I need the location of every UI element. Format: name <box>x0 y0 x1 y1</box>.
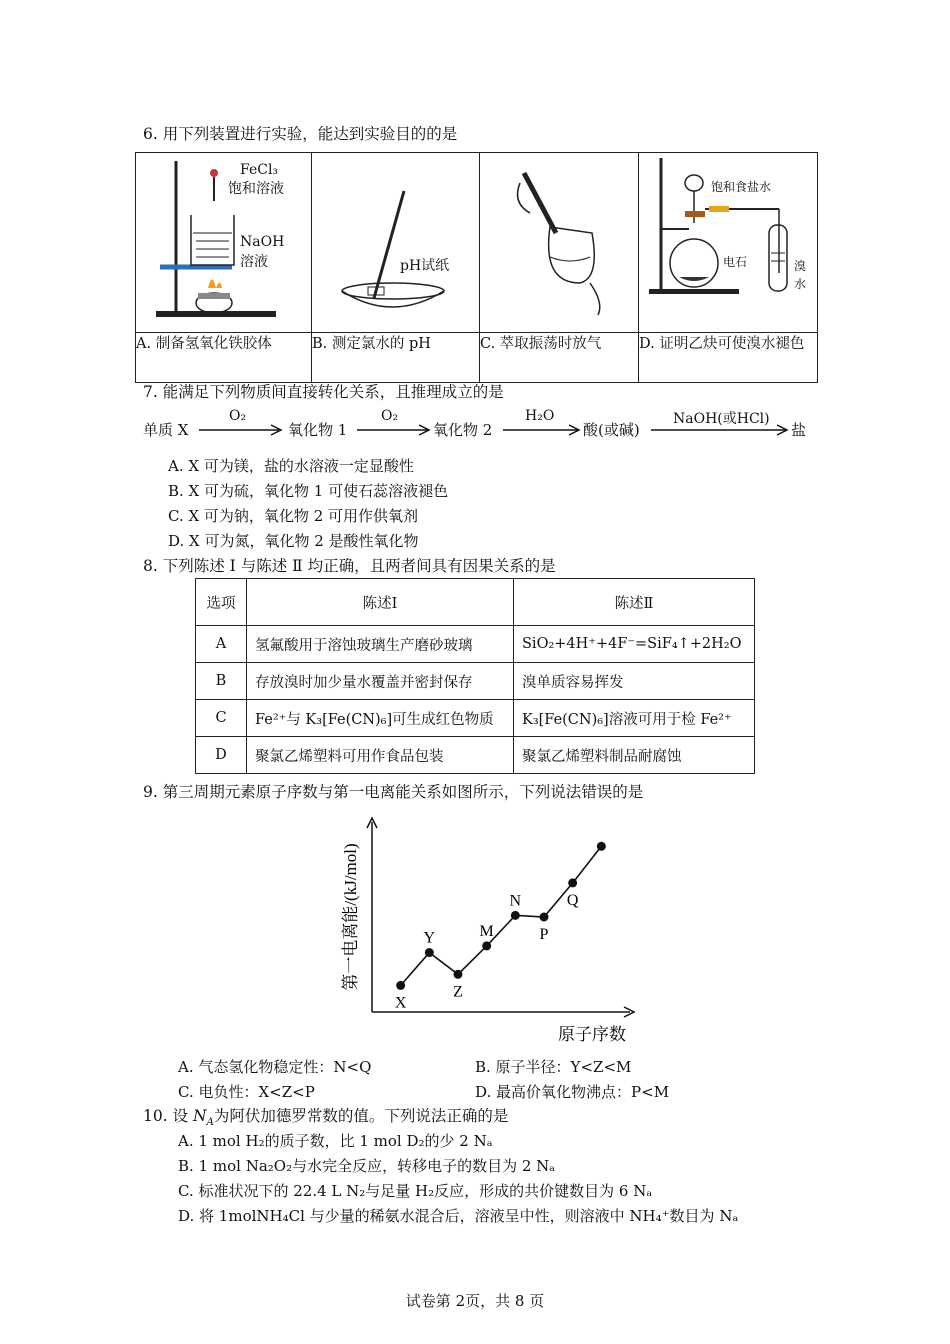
q7-option-a: A. X 可为镁，盐的水溶液一定显酸性 <box>168 457 414 475</box>
fig-b-label: pH试纸 <box>400 258 450 274</box>
q10-option-c: C. 标准状况下的 22.4 L N₂与足量 H₂反应，形成的共价键数目为 6 Nₐ <box>178 1182 653 1200</box>
data-point <box>597 842 606 851</box>
q8-row-a-option: A <box>196 626 247 663</box>
chain-start: 单质 X <box>143 421 189 439</box>
fig-a-label-naoh: NaOH <box>240 234 285 250</box>
q8-header-1: 陈述Ⅰ <box>247 579 514 626</box>
chain-arrow-3 <box>503 424 583 436</box>
q8-header-row <box>196 579 755 626</box>
chain-p3: 酸(或碱) <box>583 421 640 439</box>
q10-option-b: B. 1 mol Na₂O₂与水完全反应，转移电子的数目为 2 Nₐ <box>178 1157 556 1175</box>
fig-a-apparatus <box>136 153 311 328</box>
table-row <box>196 700 755 737</box>
q10-na-subscript: A <box>206 1117 214 1129</box>
data-point <box>511 911 520 920</box>
chain-r3: H₂O <box>525 408 555 424</box>
page-footer: 试卷第 2页，共 8 页 <box>405 1292 545 1310</box>
q9-option-c: C. 电负性：X<Z<P <box>178 1083 315 1101</box>
q8-row-b-stmt2: 溴单质容易挥发 <box>514 663 755 700</box>
q8-row-d-option: D <box>196 737 247 774</box>
chain-r4: NaOH(或HCl) <box>673 411 770 427</box>
q8-row-b-stmt1: 存放溴时加少量水覆盖并密封保存 <box>247 663 514 700</box>
point-label: P <box>539 926 549 943</box>
q7-option-d: D. X 可为氮，氧化物 2 是酸性氧化物 <box>168 532 419 550</box>
q8-row-b-option: B <box>196 663 247 700</box>
q8-row-c-stmt1: Fe²⁺与 K₃[Fe(CN)₆]可生成红色物质 <box>247 700 514 737</box>
data-point <box>540 913 549 922</box>
chain-arrow-1 <box>199 424 284 436</box>
q10-na-symbol: N <box>193 1107 207 1125</box>
chain-r2: O₂ <box>381 408 399 424</box>
fig-d-label-br: 溴 <box>794 259 807 273</box>
point-label: Y <box>423 929 436 947</box>
q6-option-c: C. 萃取振荡时放气 <box>480 333 639 383</box>
fig-d-label-carbide: 电石 <box>723 255 748 269</box>
table-row <box>196 663 755 700</box>
q8-row-a-stmt2: SiO₂+4H⁺+4F⁻=SiF₄↑+2H₂O <box>514 626 755 663</box>
table-row <box>196 737 755 774</box>
q8-row-c-stmt2: K₃[Fe(CN)₆]溶液可用于检 Fe²⁺ <box>514 700 755 737</box>
q8-stem: 8. 下列陈述 Ⅰ 与陈述 Ⅱ 均正确，且两者间具有因果关系的是 <box>143 557 556 575</box>
q6-option-d: D. 证明乙炔可使溴水褪色 <box>639 333 818 383</box>
chain-p2: 氧化物 2 <box>433 421 493 439</box>
fig-a-cell <box>136 153 312 333</box>
data-point <box>396 981 405 990</box>
q7-chain <box>143 408 823 448</box>
data-point <box>454 970 463 979</box>
q8-table <box>195 578 755 774</box>
chain-end: 盐 <box>791 421 807 439</box>
fig-d-cell <box>639 153 818 333</box>
point-label: N <box>509 892 522 910</box>
fig-d-label-brine: 饱和食盐水 <box>711 180 772 194</box>
q10-stem <box>143 1106 508 1133</box>
q7-stem: 7. 能满足下列物质间直接转化关系，且推理成立的是 <box>143 383 504 401</box>
q9-stem: 9. 第三周期元素原子序数与第一电离能关系如图所示，下列说法错误的是 <box>143 783 644 801</box>
q10-option-a: A. 1 mol H₂的质子数，比 1 mol D₂的少 2 Nₐ <box>178 1132 493 1150</box>
fig-d-label-water: 水 <box>794 277 807 291</box>
y-axis-label: 第一电离能/(kJ/mol) <box>341 843 360 991</box>
q6-option-b: B. 测定氯水的 pH <box>312 333 480 383</box>
point-label: Q <box>566 891 579 909</box>
q6-option-a: A. 制备氢氧化铁胶体 <box>136 333 312 383</box>
point-label: Z <box>453 983 463 1001</box>
q8-header-2: 陈述Ⅱ <box>514 579 755 626</box>
q7-option-c: C. X 可为钠，氧化物 2 可用作供氧剂 <box>168 507 419 525</box>
q10-option-d: D. 将 1molNH₄Cl 与少量的稀氨水混合后，溶液呈中性，则溶液中 NH₄⁺数目为 Nₐ <box>178 1207 739 1225</box>
chain-p1: 氧化物 1 <box>288 421 348 439</box>
q9-option-d: D. 最高价氧化物沸点：P<M <box>475 1083 670 1101</box>
q8-row-a-stmt1: 氢氟酸用于溶蚀玻璃生产磨砂玻璃 <box>247 626 514 663</box>
chain-arrow-4 <box>651 424 791 436</box>
fig-a-label-sat: 饱和溶液 <box>228 181 284 197</box>
fig-c-cell <box>480 153 639 333</box>
q6-figure-table <box>135 152 818 383</box>
q10-stem-suffix: 为阿伏加德罗常数的值。下列说法正确的是 <box>213 1107 509 1125</box>
fig-a-label-fecl3: FeCl₃ <box>240 162 279 178</box>
q9-option-a: A. 气态氢化物稳定性：N<Q <box>178 1058 372 1076</box>
data-point <box>482 941 491 950</box>
data-point <box>425 948 434 957</box>
q8-header-option: 选项 <box>196 579 247 626</box>
q6-stem: 6. 用下列装置进行实验，能达到实验目的的是 <box>143 125 458 143</box>
x-axis-label: 原子序数 <box>558 1025 626 1044</box>
series-group <box>395 842 606 1012</box>
fig-b-cell <box>312 153 480 333</box>
point-label: M <box>479 922 494 940</box>
q8-row-c-option: C <box>196 700 247 737</box>
chain-arrow-2 <box>357 424 432 436</box>
data-point <box>568 878 577 887</box>
table-row <box>196 626 755 663</box>
fig-b-apparatus <box>312 153 479 328</box>
chain-r1: O₂ <box>229 408 247 424</box>
q10-stem-prefix: 10. 设 <box>143 1107 194 1125</box>
fig-a-label-sol: 溶液 <box>240 254 268 270</box>
q8-row-d-stmt2: 聚氯乙烯塑料制品耐腐蚀 <box>514 737 755 774</box>
series-line <box>401 846 602 985</box>
q9-option-b: B. 原子半径：Y<Z<M <box>475 1058 632 1076</box>
q7-option-b: B. X 可为硫，氧化物 1 可使石蕊溶液褪色 <box>168 482 449 500</box>
fig-c-apparatus <box>480 153 638 328</box>
ionization-energy-chart <box>340 812 640 1048</box>
point-label: X <box>394 994 407 1012</box>
q8-row-d-stmt1: 聚氯乙烯塑料可用作食品包装 <box>247 737 514 774</box>
